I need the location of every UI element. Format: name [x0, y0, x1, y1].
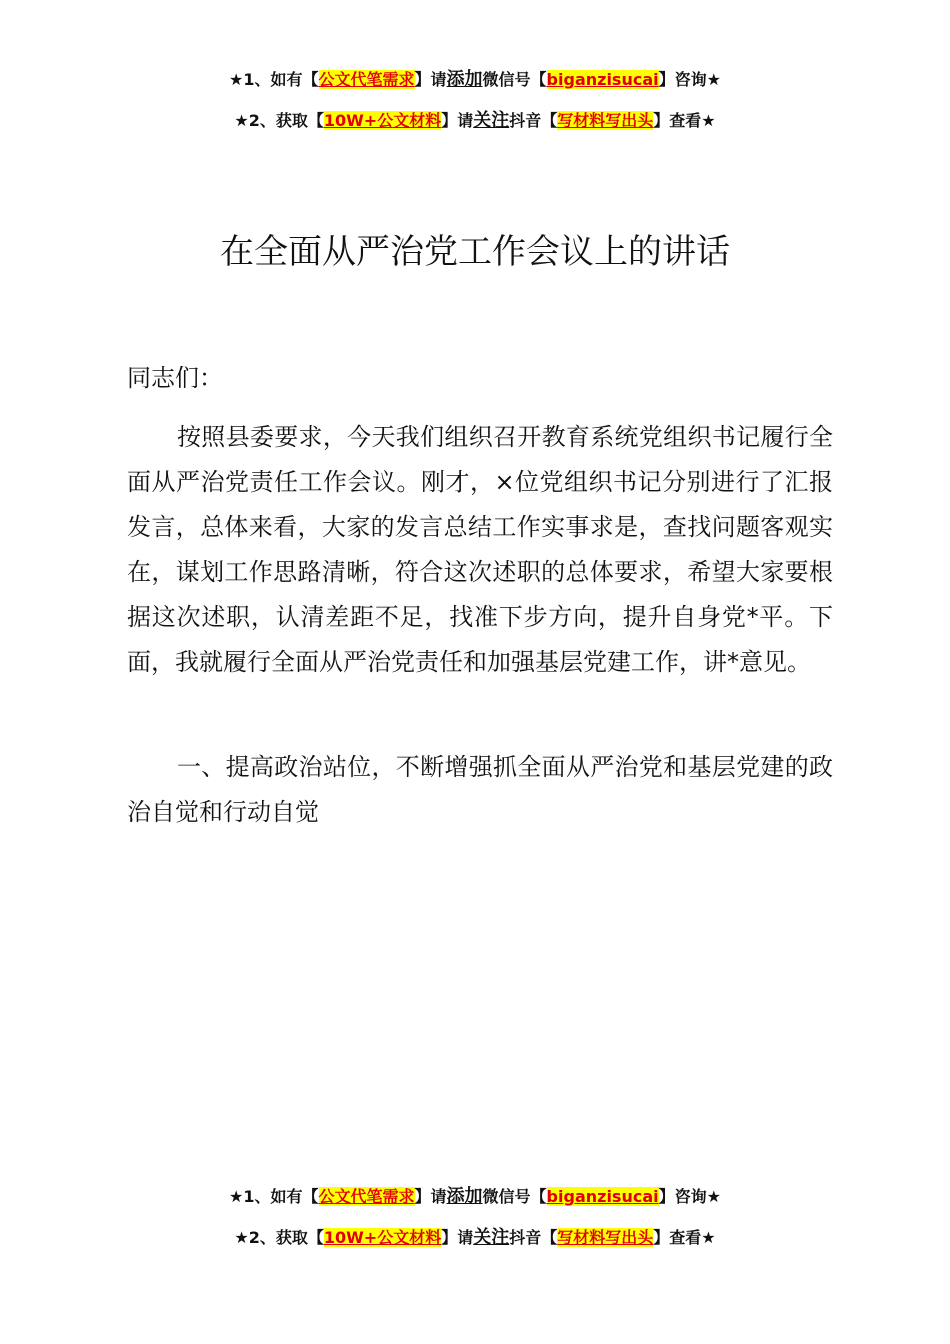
- promo-text: 】请: [441, 1228, 474, 1247]
- promo-highlight: 写材料写出头: [557, 1228, 654, 1247]
- promo-suffix: 】查看★: [653, 111, 716, 130]
- promo-emphasis: 添加: [446, 69, 483, 90]
- promo-highlight: 10W+公文材料: [323, 1228, 442, 1247]
- promo-text: 微信号【: [482, 1187, 547, 1206]
- promo-prefix: ★1、如有【: [229, 70, 319, 89]
- promo-prefix: ★2、获取【: [234, 111, 324, 130]
- promo-suffix: 】咨询★: [658, 1187, 721, 1206]
- promo-highlight: biganzisucai: [546, 1187, 659, 1206]
- promo-suffix: 】咨询★: [658, 70, 721, 89]
- section-heading: 一、提高政治站位，不断增强抓全面从严治党和基层党建的政治自觉和行动自觉: [127, 753, 833, 826]
- promo-highlight: 公文代笔需求: [318, 70, 415, 89]
- promo-highlight: 10W+公文材料: [323, 111, 442, 130]
- promo-text: 】请: [414, 70, 447, 89]
- promo-text: 抖音【: [509, 111, 558, 130]
- promo-line-bottom-1: [0, 1185, 950, 1209]
- promo-line-top-2: [0, 109, 950, 133]
- salutation: 同志们：: [127, 364, 223, 392]
- promo-line-bottom-2: [0, 1226, 950, 1250]
- promo-suffix: 】查看★: [653, 1228, 716, 1247]
- promo-highlight: 写材料写出头: [557, 111, 654, 130]
- promo-text: 微信号【: [482, 70, 547, 89]
- body-paragraph: 按照县委要求，今天我们组织召开教育系统党组织书记履行全面从严治党责任工作会议。刚才，×位党组织书记分别进行了汇报发言，总体来看，大家的发言总结工作实事求是，查找问题客观实在，谋划工作思路清晰，符合这次述职的总体要求，希望大家要根据这次述职，认清差距不足，找准下步方向，提升自身党*平。下面，我就履行全面从严治党责任和加强基层党建工作，讲*意见。: [127, 423, 833, 676]
- promo-emphasis: 关注: [473, 1227, 510, 1248]
- document-title: 在全面从严治党工作会议上的讲话: [220, 232, 730, 272]
- promo-text: 】请: [441, 111, 474, 130]
- promo-emphasis: 关注: [473, 110, 510, 131]
- promo-text: 】请: [414, 1187, 447, 1206]
- promo-highlight: biganzisucai: [546, 70, 659, 89]
- promo-highlight: 公文代笔需求: [318, 1187, 415, 1206]
- promo-emphasis: 添加: [446, 1186, 483, 1207]
- promo-prefix: ★2、获取【: [234, 1228, 324, 1247]
- promo-line-top-1: [0, 68, 950, 92]
- promo-text: 抖音【: [509, 1228, 558, 1247]
- promo-prefix: ★1、如有【: [229, 1187, 319, 1206]
